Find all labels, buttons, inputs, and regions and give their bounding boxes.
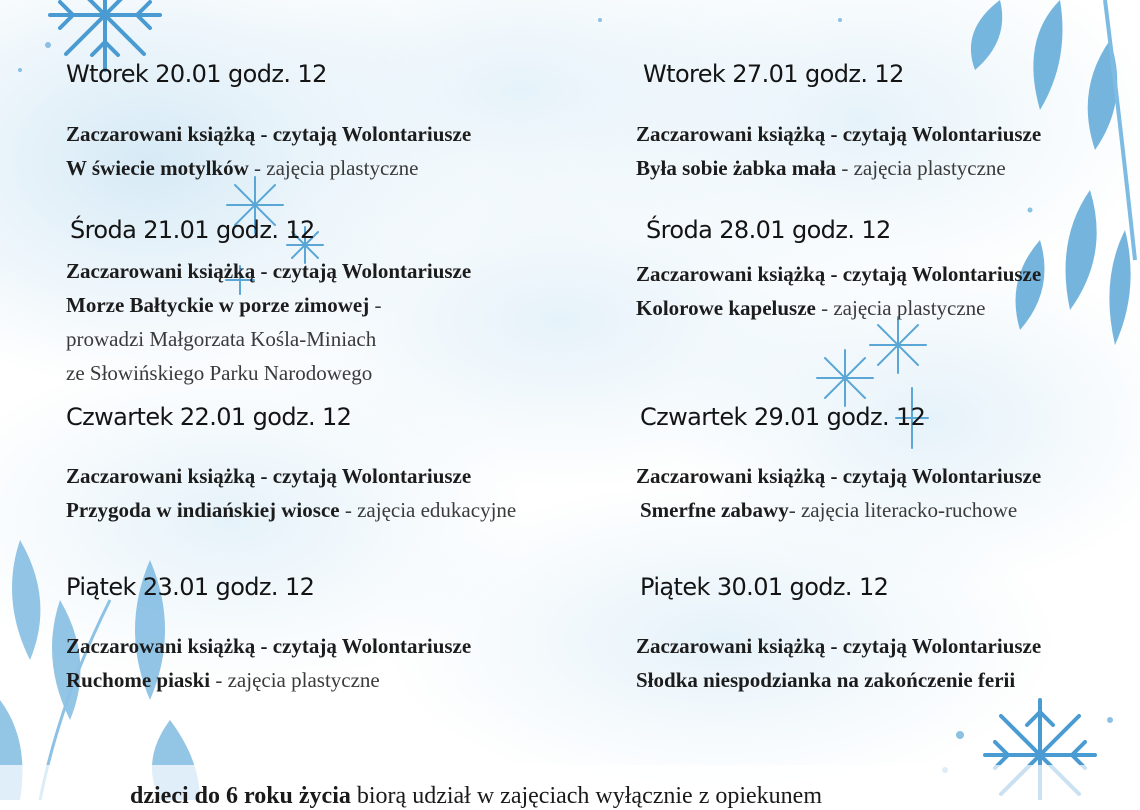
activity-line: Kolorowe kapelusze - zajęcia plastyczne (636, 296, 986, 320)
activity-line: W świecie motylków - zajęcia plastyczne (66, 156, 419, 180)
activity-line: Zaczarowani książką - czytają Wolontariusze (636, 262, 1042, 286)
day-heading: Wtorek 20.01 godz. 12 (66, 60, 327, 88)
day-heading: Czwartek 22.01 godz. 12 (66, 403, 352, 431)
activity-line: Przygoda w indiańskiej wiosce - zajęcia edukacyjne (66, 498, 517, 522)
day-heading: Piątek 30.01 godz. 12 (640, 573, 889, 601)
activity-line: Słodka niespodzianka na zakończenie ferii (636, 668, 1016, 692)
day-heading: Czwartek 29.01 godz. 12 (640, 403, 926, 431)
footer-note: dzieci do 6 roku życia biorą udział w zajęciach wyłącznie z opiekunem (130, 783, 822, 809)
day-heading: Środa 21.01 godz. 12 (70, 216, 315, 244)
activity-line: Zaczarowani książką - czytają Wolontariusze (66, 122, 472, 146)
day-heading: Środa 28.01 godz. 12 (646, 216, 891, 244)
activity-line: ze Słowińskiego Parku Narodowego (66, 361, 373, 385)
activity-line: Zaczarowani książką - czytają Wolontariusze (66, 259, 472, 283)
day-heading: Piątek 23.01 godz. 12 (66, 573, 315, 601)
day-heading: Wtorek 27.01 godz. 12 (643, 60, 904, 88)
activity-line: Zaczarowani książką - czytają Wolontariusze (636, 634, 1042, 658)
activity-line: Smerfne zabawy- zajęcia literacko-ruchowe (640, 498, 1018, 522)
activity-line: Była sobie żabka mała - zajęcia plastyczne (636, 156, 1006, 180)
activity-line: Ruchome piaski - zajęcia plastyczne (66, 668, 380, 692)
activity-line: Morze Bałtyckie w porze zimowej - (66, 293, 382, 317)
activity-line: Zaczarowani książką - czytają Wolontariusze (636, 122, 1042, 146)
activity-line: Zaczarowani książką - czytają Wolontariusze (636, 464, 1042, 488)
activity-line: Zaczarowani książką - czytają Wolontariusze (66, 464, 472, 488)
activity-line: prowadzi Małgorzata Kośla-Miniach (66, 327, 377, 351)
activity-line: Zaczarowani książką - czytają Wolontariusze (66, 634, 472, 658)
